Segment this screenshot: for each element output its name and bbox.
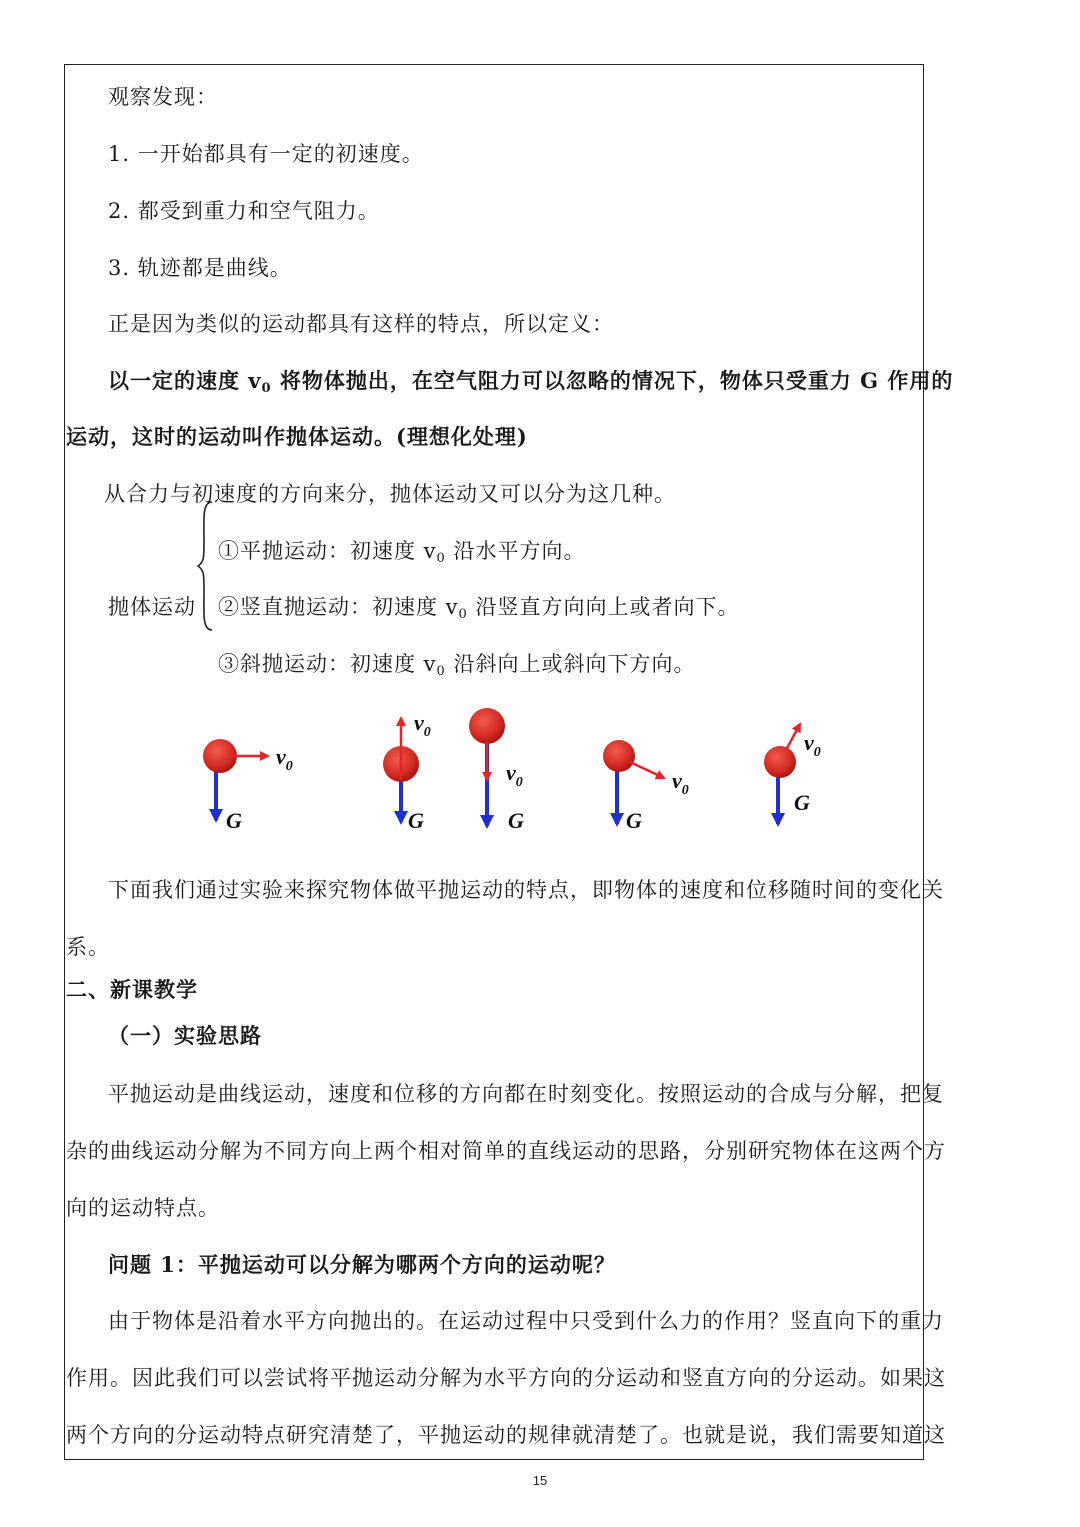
paragraph-1-line-1: 平抛运动是曲线运动，速度和位移的方向都在时刻变化。按照运动的合成与分解，把复 bbox=[108, 1082, 944, 1106]
type-oblique-throw bbox=[218, 648, 696, 679]
vertical-up-throw-diagram bbox=[383, 710, 431, 833]
type-horizontal-throw bbox=[218, 535, 586, 566]
oblique-up-throw-diagram bbox=[764, 724, 821, 824]
type2-subscript: 0 bbox=[458, 607, 468, 622]
type3-text-b: 沿斜向上或斜向下方向。 bbox=[445, 652, 696, 676]
vertical-down-throw-diagram bbox=[469, 708, 524, 833]
experiment-intro-line-1: 下面我们通过实验来探究物体做平抛运动的特点，即物体的速度和位移随时间的变化关 bbox=[108, 878, 944, 902]
observe-heading: 观察发现： bbox=[108, 85, 218, 109]
experiment-intro-line-2: 系。 bbox=[66, 935, 110, 959]
gravity-label: G bbox=[794, 790, 810, 815]
gravity-label: G bbox=[408, 808, 424, 833]
classification-intro: 从合力与初速度的方向来分，抛体运动又可以分为这几种。 bbox=[104, 482, 676, 506]
gravity-label: G bbox=[508, 808, 524, 833]
paragraph-1-line-3: 向的运动特点。 bbox=[66, 1196, 220, 1220]
definition-line-1 bbox=[108, 365, 953, 396]
type1-text-b: 沿水平方向。 bbox=[445, 539, 586, 563]
type2-text-b: 沿竖直方向向上或者向下。 bbox=[467, 595, 740, 619]
v0-label: $v_0$ bbox=[804, 730, 821, 760]
gravity-label: G bbox=[626, 808, 642, 833]
page-number: 15 bbox=[532, 1473, 548, 1488]
type-vertical-throw bbox=[218, 591, 740, 622]
paragraph-2-line-2: 作用。因此我们可以尝试将平抛运动分解为水平方向的分运动和竖直方向的分运动。如果这 bbox=[66, 1366, 946, 1390]
type1-text-a: ①平抛运动：初速度 v bbox=[218, 539, 437, 563]
v0-subscript: 0 bbox=[261, 381, 272, 396]
projectile-motion-label: 抛体运动 bbox=[108, 595, 196, 619]
subsection-heading: （一）实验思路 bbox=[108, 1023, 262, 1048]
paragraph-1-line-2: 杂的曲线运动分解为不同方向上两个相对简单的直线运动的思路，分别研究物体在这两个方 bbox=[66, 1139, 946, 1163]
paragraph-2-line-1: 由于物体是沿着水平方向抛出的。在运动过程中只受到什么力的作用？竖直向下的重力 bbox=[108, 1309, 944, 1333]
v0-label: $v_0$ bbox=[414, 710, 431, 740]
definition-line-2: 运动，这时的运动叫作抛体运动。(理想化处理) bbox=[66, 424, 528, 449]
type1-subscript: 0 bbox=[436, 551, 446, 566]
definition-text-b: 将物体抛出，在空气阻力可以忽略的情况下，物体只受重力 G 作用的 bbox=[271, 368, 954, 393]
v0-label: $v_0$ bbox=[506, 760, 523, 790]
type3-text-a: ③斜抛运动：初速度 v bbox=[218, 652, 437, 676]
type3-subscript: 0 bbox=[436, 664, 446, 679]
v0-label: $v_0$ bbox=[276, 744, 293, 774]
observation-item-3: 3. 轨迹都是曲线。 bbox=[108, 256, 292, 280]
observation-item-2: 2. 都受到重力和空气阻力。 bbox=[108, 199, 380, 223]
projectile-types-figure bbox=[190, 700, 840, 840]
observation-item-1: 1. 一开始都具有一定的初速度。 bbox=[108, 142, 424, 166]
v0-label: $v_0$ bbox=[672, 768, 689, 798]
oblique-down-throw-diagram bbox=[603, 740, 689, 833]
definition-intro: 正是因为类似的运动都具有这样的特点，所以定义： bbox=[108, 312, 614, 336]
section-heading: 二、新课教学 bbox=[66, 977, 198, 1002]
definition-text-a: 以一定的速度 v bbox=[108, 368, 262, 393]
type2-text-a: ②竖直抛运动：初速度 v bbox=[218, 595, 459, 619]
paragraph-2-line-3: 两个方向的分运动特点研究清楚了，平抛运动的规律就清楚了。也就是说，我们需要知道这 bbox=[66, 1423, 946, 1447]
question-1: 问题 1：平抛运动可以分解为哪两个方向的运动呢？ bbox=[108, 1252, 616, 1277]
gravity-label: G bbox=[226, 808, 242, 833]
curly-brace-icon bbox=[196, 500, 216, 632]
horizontal-throw-diagram bbox=[203, 739, 293, 833]
